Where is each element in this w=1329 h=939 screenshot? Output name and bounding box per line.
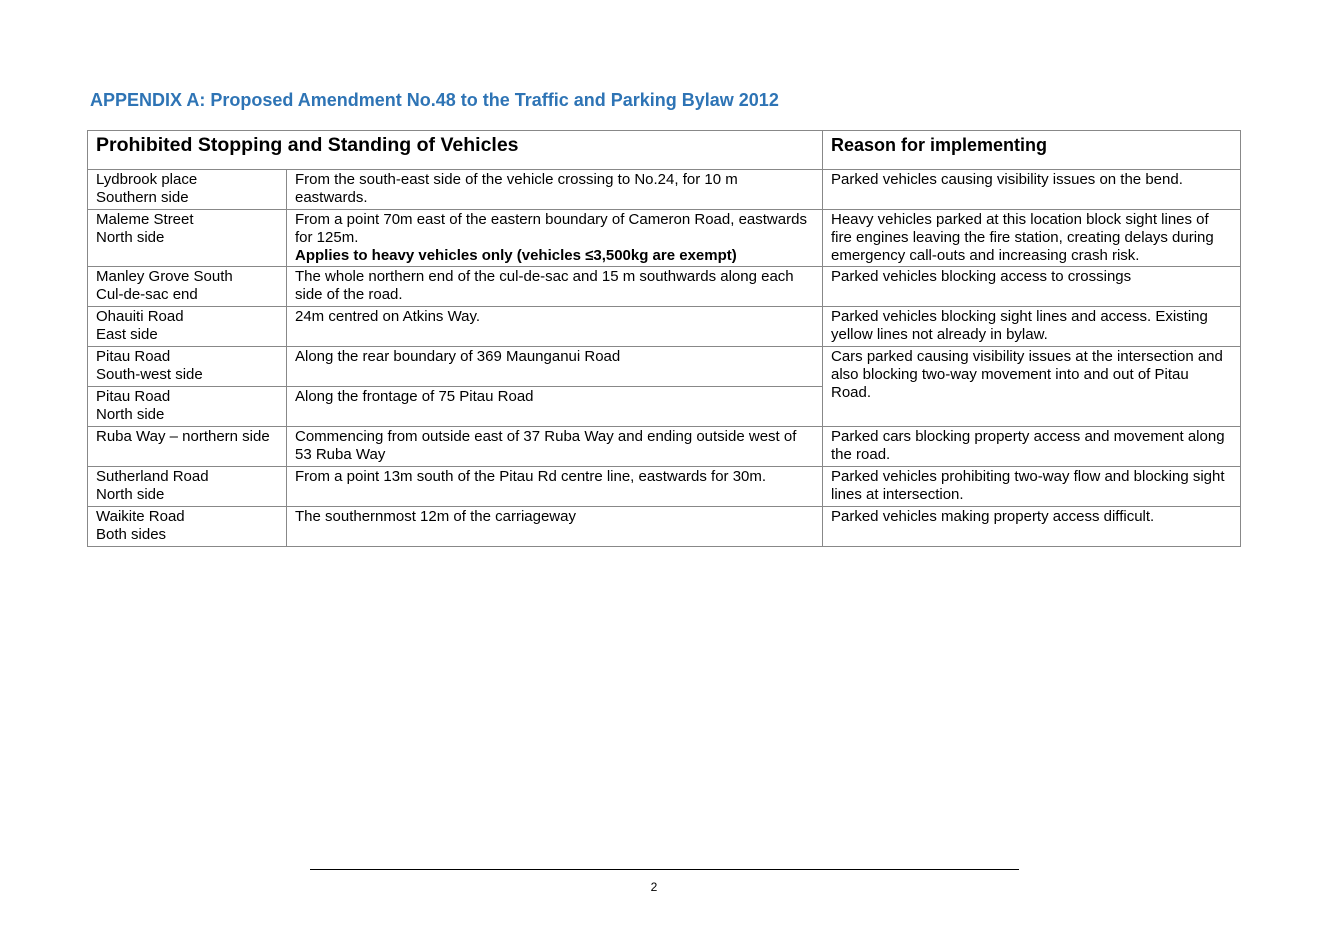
description-cell: 24m centred on Atkins Way. [287,307,823,347]
reason-cell: Heavy vehicles parked at this location block sight lines of fire engines leaving the fire station, creating delays during emergency call-outs and increasing crash risk. [823,210,1241,267]
table-row [88,307,1241,347]
description-cell: From a point 13m south of the Pitau Rd centre line, eastwards for 30m. [287,467,823,507]
location-road: Sutherland Road [96,468,209,485]
reason-cell: Parked vehicles causing visibility issues on the bend. [823,170,1241,210]
description-cell: Along the rear boundary of 369 Maunganui Road [287,347,823,387]
location-cell [88,467,287,507]
reason-cell: Parked vehicles making property access difficult. [823,507,1241,547]
description-text: From a point 70m east of the eastern boundary of Cameron Road, eastwards for 125m. [295,211,807,246]
description-cell [287,210,823,267]
reason-cell: Parked vehicles prohibiting two-way flow and blocking sight lines at intersection. [823,467,1241,507]
header-reason: Reason for implementing [823,131,1241,170]
reason-cell: Parked vehicles blocking sight lines and access. Existing yellow lines not already in bylaw. [823,307,1241,347]
reason-cell: Parked vehicles blocking access to crossings [823,267,1241,307]
table-row [88,467,1241,507]
table-row [88,170,1241,210]
header-prohibited-stopping: Prohibited Stopping and Standing of Vehicles [88,131,823,170]
prohibited-stopping-table [87,130,1241,547]
description-cell: Along the frontage of 75 Pitau Road [287,387,823,427]
reason-cell: Cars parked causing visibility issues at the intersection and also blocking two-way movement into and out of Pitau Road. [823,347,1241,427]
location-side: North side [96,406,165,423]
location-road: Lydbrook place [96,171,198,188]
location-cell [88,210,287,267]
table-header-row [88,131,1241,170]
location-side: North side [96,229,165,246]
location-cell [88,427,287,467]
location-cell [88,267,287,307]
location-side: North side [96,486,165,503]
location-road: Ruba Way – northern side [96,428,270,445]
description-cell: Commencing from outside east of 37 Ruba Way and ending outside west of 53 Ruba Way [287,427,823,467]
table-row [88,267,1241,307]
description-cell: The southernmost 12m of the carriageway [287,507,823,547]
location-cell [88,387,287,427]
appendix-title: APPENDIX A: Proposed Amendment No.48 to the Traffic and Parking Bylaw 2012 [90,90,779,110]
reason-cell: Parked cars blocking property access and movement along the road. [823,427,1241,467]
heavy-vehicles-note: Applies to heavy vehicles only (vehicles ≤3,500kg are exempt) [295,247,737,264]
location-cell [88,347,287,387]
location-side: East side [96,326,158,343]
page-number: 2 [650,880,658,894]
location-side: Southern side [96,189,189,206]
location-cell [88,170,287,210]
location-road: Ohauiti Road [96,308,184,325]
location-road: Maleme Street [96,211,194,228]
location-road: Pitau Road [96,348,171,365]
table-row [88,347,1241,387]
table-row [88,210,1241,267]
location-road: Pitau Road [96,388,171,405]
location-side: Cul-de-sac end [96,286,198,303]
location-cell [88,307,287,347]
table-row [88,427,1241,467]
location-road: Waikite Road [96,508,185,525]
footer-divider [310,869,1019,870]
location-side: South-west side [96,366,203,383]
location-cell [88,507,287,547]
table-row [88,507,1241,547]
location-road: Manley Grove South [96,268,233,285]
location-side: Both sides [96,526,167,543]
description-cell: From the south-east side of the vehicle crossing to No.24, for 10 m eastwards. [287,170,823,210]
description-cell: The whole northern end of the cul-de-sac and 15 m southwards along each side of the road. [287,267,823,307]
